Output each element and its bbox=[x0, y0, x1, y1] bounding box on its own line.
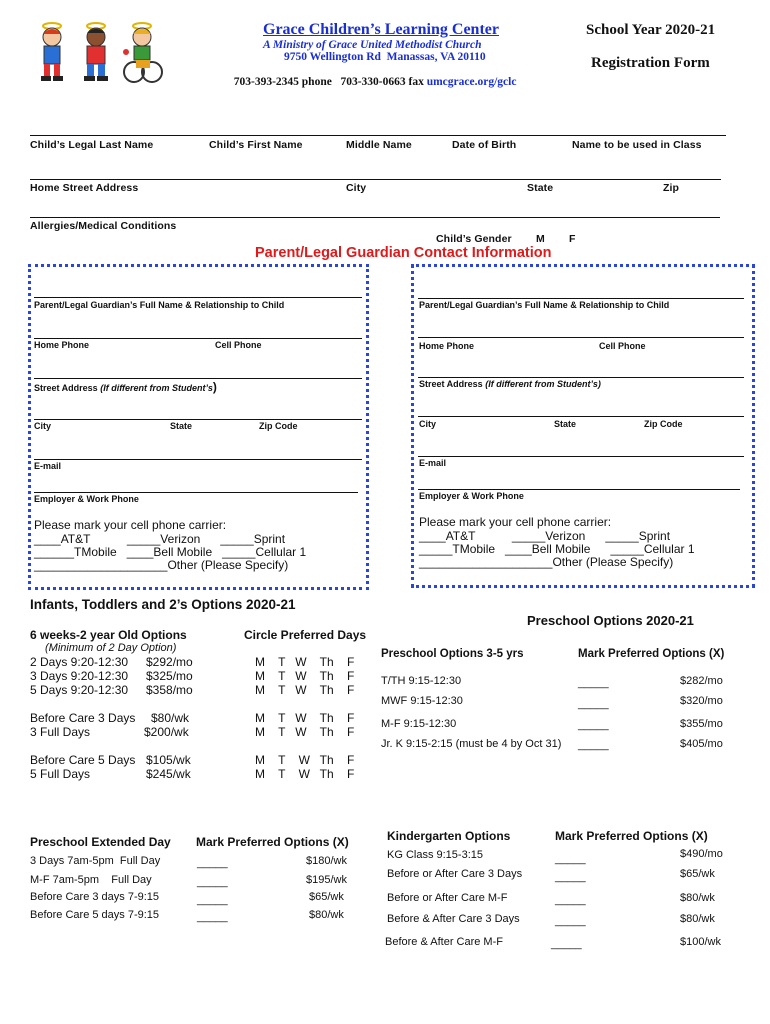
label-allergies: Allergies/Medical Conditions bbox=[30, 220, 177, 232]
preschool-row-blank[interactable]: _____ bbox=[578, 719, 609, 731]
kindergarten-row-label: Before or After Care 3 Days bbox=[387, 868, 523, 880]
center-name[interactable]: Grace Children’s Learning Center bbox=[263, 21, 499, 38]
infant-row-label: 5 Days 9:20-12:30 bbox=[30, 683, 129, 697]
contact-title: Parent/Legal Guardian Contact Information bbox=[255, 245, 552, 261]
label-right-street bbox=[419, 379, 601, 389]
left-street-paren: ) bbox=[212, 380, 217, 394]
infant-row-label: Before Care 5 Days bbox=[30, 753, 136, 767]
infant-row-label: 5 Full Days bbox=[30, 767, 91, 781]
extended-row-blank[interactable]: _____ bbox=[197, 911, 228, 923]
infant-row-days[interactable]: M T W Th F bbox=[255, 725, 355, 739]
label-left-email: E-mail bbox=[34, 461, 62, 471]
label-zip: Zip bbox=[663, 182, 680, 194]
left-street-italic: (If different from Student’s bbox=[100, 383, 213, 393]
infant-row-label: 3 Days 9:20-12:30 bbox=[30, 669, 129, 683]
label-right-email: E-mail bbox=[419, 458, 447, 468]
infant-row-days[interactable]: M T W Th F bbox=[255, 683, 355, 697]
extended-row-price: $80/wk bbox=[309, 909, 344, 921]
rule-right-name bbox=[418, 298, 744, 299]
label-first-name: Child’s First Name bbox=[209, 139, 303, 151]
label-right-home-phone: Home Phone bbox=[419, 341, 475, 351]
extended-row-label: 3 Days 7am-5pm Full Day bbox=[30, 855, 161, 867]
rule-left-employer bbox=[34, 492, 358, 493]
kindergarten-row-label: Before & After Care M-F bbox=[385, 936, 503, 948]
form-title: Registration Form bbox=[591, 55, 710, 71]
left-street-prefix: Street Address bbox=[34, 383, 101, 393]
label-left-street bbox=[34, 380, 217, 394]
label-city: City bbox=[346, 182, 367, 194]
infants-title: Infants, Toddlers and 2’s Options 2020-21 bbox=[30, 597, 296, 612]
phone-fax-line bbox=[228, 64, 516, 88]
kindergarten-row-blank[interactable]: _____ bbox=[555, 894, 586, 906]
infant-row-days[interactable]: M T W Th F bbox=[255, 767, 355, 781]
right-carrier-line-2[interactable]: _____TMobile ____Bell Mobile _____Cellular 1 bbox=[419, 542, 695, 556]
label-state: State bbox=[527, 182, 554, 194]
preschool-title: Preschool Options 2020-21 bbox=[527, 613, 694, 628]
preschool-row-blank[interactable]: _____ bbox=[578, 739, 609, 751]
label-dob: Date of Birth bbox=[452, 139, 517, 151]
preschool-row-label: T/TH 9:15-12:30 bbox=[381, 675, 462, 687]
infant-row-price: $292/mo bbox=[146, 655, 193, 669]
preschool-row-label: M-F 9:15-12:30 bbox=[381, 718, 457, 730]
label-left-name: Parent/Legal Guardian’s Full Name & Relationship to Child bbox=[34, 300, 285, 310]
label-right-state: State bbox=[554, 419, 577, 429]
infant-row-days[interactable]: M T W Th F bbox=[255, 753, 355, 767]
infant-row-label: 2 Days 9:20-12:30 bbox=[30, 655, 129, 669]
extended-row-price: $65/wk bbox=[309, 891, 344, 903]
rule-child-names bbox=[30, 135, 726, 136]
label-left-zip: Zip Code bbox=[259, 421, 298, 431]
infant-row-days[interactable]: M T W Th F bbox=[255, 655, 355, 669]
right-carrier-line-1[interactable]: ____AT&T _____Verizon _____Sprint bbox=[419, 529, 671, 543]
extended-row-blank[interactable]: _____ bbox=[197, 857, 228, 869]
extended-row-blank[interactable]: _____ bbox=[197, 894, 228, 906]
preschool-row-label: MWF 9:15-12:30 bbox=[381, 695, 463, 707]
infant-row-price: $325/mo bbox=[146, 669, 193, 683]
preschool-row-price: $320/mo bbox=[680, 695, 723, 707]
extended-row-price: $195/wk bbox=[306, 874, 347, 886]
rule-left-email bbox=[34, 459, 362, 460]
left-carrier-line-3[interactable]: ____________________Other (Please Specify) bbox=[34, 558, 289, 572]
preschool-row-price: $405/mo bbox=[680, 738, 723, 750]
rule-left-name bbox=[34, 297, 362, 298]
preschool-row-blank[interactable]: _____ bbox=[578, 677, 609, 689]
left-carrier-line-1[interactable]: ____AT&T _____Verizon _____Sprint bbox=[34, 532, 286, 546]
rule-right-city bbox=[418, 416, 744, 417]
infant-row-label: 3 Full Days bbox=[30, 725, 91, 739]
preschool-col-options: Preschool Options 3-5 yrs bbox=[381, 648, 524, 660]
infant-row-price: $358/mo bbox=[146, 683, 193, 697]
infants-minimum-note: (Minimum of 2 Day Option) bbox=[45, 642, 177, 654]
phone-fax: 703-393-2345 phone 703-330-0663 fax bbox=[233, 76, 427, 88]
right-street-italic: (If different from Student’s) bbox=[485, 379, 601, 389]
infant-row-price: $245/wk bbox=[146, 767, 191, 781]
right-street-prefix: Street Address bbox=[419, 379, 486, 389]
address-line: 9750 Wellington Rd Manassas, VA 20110 bbox=[284, 51, 486, 63]
rule-right-phone bbox=[418, 337, 744, 338]
kindergarten-row-blank[interactable]: _____ bbox=[555, 871, 586, 883]
extended-row-label: Before Care 3 days 7-9:15 bbox=[30, 891, 160, 903]
kindergarten-col-options: Kindergarten Options bbox=[387, 829, 511, 843]
rule-left-phone bbox=[34, 338, 362, 339]
extended-row-label: Before Care 5 days 7-9:15 bbox=[30, 909, 160, 921]
right-carrier-line-3[interactable]: ____________________Other (Please Specify) bbox=[419, 555, 674, 569]
label-left-state: State bbox=[170, 421, 193, 431]
infant-row-days[interactable]: M T W Th F bbox=[255, 669, 355, 683]
label-left-employer: Employer & Work Phone bbox=[34, 494, 139, 504]
extended-row-blank[interactable]: _____ bbox=[197, 876, 228, 888]
infant-row-days[interactable]: M T W Th F bbox=[255, 711, 355, 725]
logo-kids bbox=[30, 20, 170, 86]
rule-right-street bbox=[418, 377, 744, 378]
rule-allergies bbox=[30, 217, 720, 218]
left-carrier-title: Please mark your cell phone carrier: bbox=[34, 518, 227, 532]
website-link[interactable]: umcgrace.org/gclc bbox=[426, 76, 517, 88]
infant-row-price: $80/wk bbox=[151, 711, 190, 725]
label-class-name: Name to be used in Class bbox=[572, 139, 702, 151]
right-carrier-title: Please mark your cell phone carrier: bbox=[419, 515, 612, 529]
label-right-cell-phone: Cell Phone bbox=[599, 341, 646, 351]
infant-row-price: $200/wk bbox=[144, 725, 189, 739]
rule-left-street bbox=[34, 378, 362, 379]
preschool-row-price: $355/mo bbox=[680, 718, 723, 730]
rule-right-employer bbox=[418, 489, 740, 490]
gender-m-option[interactable]: M bbox=[536, 233, 545, 245]
kindergarten-row-blank[interactable]: _____ bbox=[551, 938, 582, 950]
extended-col-mark: Mark Preferred Options (X) bbox=[196, 835, 349, 849]
kindergarten-row-blank[interactable]: _____ bbox=[555, 853, 586, 865]
kindergarten-row-label: Before or After Care M-F bbox=[387, 892, 508, 904]
left-carrier-line-2[interactable]: ______TMobile ____Bell Mobile _____Cellular 1 bbox=[34, 545, 307, 559]
kindergarten-row-price: $490/mo bbox=[680, 848, 723, 860]
preschool-row-price: $282/mo bbox=[680, 675, 723, 687]
preschool-row-label: Jr. K 9:15-2:15 (must be 4 by Oct 31) bbox=[381, 738, 562, 750]
label-left-cell-phone: Cell Phone bbox=[215, 340, 262, 350]
rule-right-email bbox=[418, 456, 744, 457]
gender-f-option[interactable]: F bbox=[569, 233, 576, 245]
label-left-home-phone: Home Phone bbox=[34, 340, 90, 350]
rule-left-city bbox=[34, 419, 362, 420]
kindergarten-col-mark: Mark Preferred Options (X) bbox=[555, 829, 708, 843]
infant-row-price: $105/wk bbox=[146, 753, 191, 767]
infants-col-options: 6 weeks-2 year Old Options bbox=[30, 628, 187, 642]
infants-col-days: Circle Preferred Days bbox=[244, 628, 367, 642]
label-gender: Child’s Gender bbox=[436, 233, 512, 245]
kindergarten-row-price: $80/wk bbox=[680, 913, 715, 925]
label-home-street: Home Street Address bbox=[30, 182, 139, 194]
kindergarten-row-label: KG Class 9:15-3:15 bbox=[387, 849, 483, 861]
label-last-name: Child’s Legal Last Name bbox=[30, 139, 154, 151]
label-right-zip: Zip Code bbox=[644, 419, 683, 429]
ministry-line: A Ministry of Grace United Methodist Church bbox=[263, 39, 482, 51]
label-right-employer: Employer & Work Phone bbox=[419, 491, 524, 501]
label-right-name: Parent/Legal Guardian’s Full Name & Relationship to Child bbox=[419, 300, 670, 310]
kindergarten-row-price: $80/wk bbox=[680, 892, 715, 904]
kindergarten-row-price: $100/wk bbox=[680, 936, 721, 948]
label-middle-name: Middle Name bbox=[346, 139, 412, 151]
extended-row-label: M-F 7am-5pm Full Day bbox=[30, 874, 152, 886]
infant-row-label: Before Care 3 Days bbox=[30, 711, 136, 725]
preschool-row-blank[interactable]: _____ bbox=[578, 698, 609, 710]
extended-col-options: Preschool Extended Day bbox=[30, 835, 171, 849]
kindergarten-row-blank[interactable]: _____ bbox=[555, 915, 586, 927]
school-year: School Year 2020-21 bbox=[586, 22, 716, 38]
extended-row-price: $180/wk bbox=[306, 855, 347, 867]
rule-address bbox=[30, 179, 721, 180]
preschool-col-mark: Mark Preferred Options (X) bbox=[578, 648, 725, 660]
label-right-city: City bbox=[419, 419, 437, 429]
label-left-city: City bbox=[34, 421, 52, 431]
kindergarten-row-price: $65/wk bbox=[680, 868, 715, 880]
kindergarten-row-label: Before & After Care 3 Days bbox=[387, 913, 520, 925]
